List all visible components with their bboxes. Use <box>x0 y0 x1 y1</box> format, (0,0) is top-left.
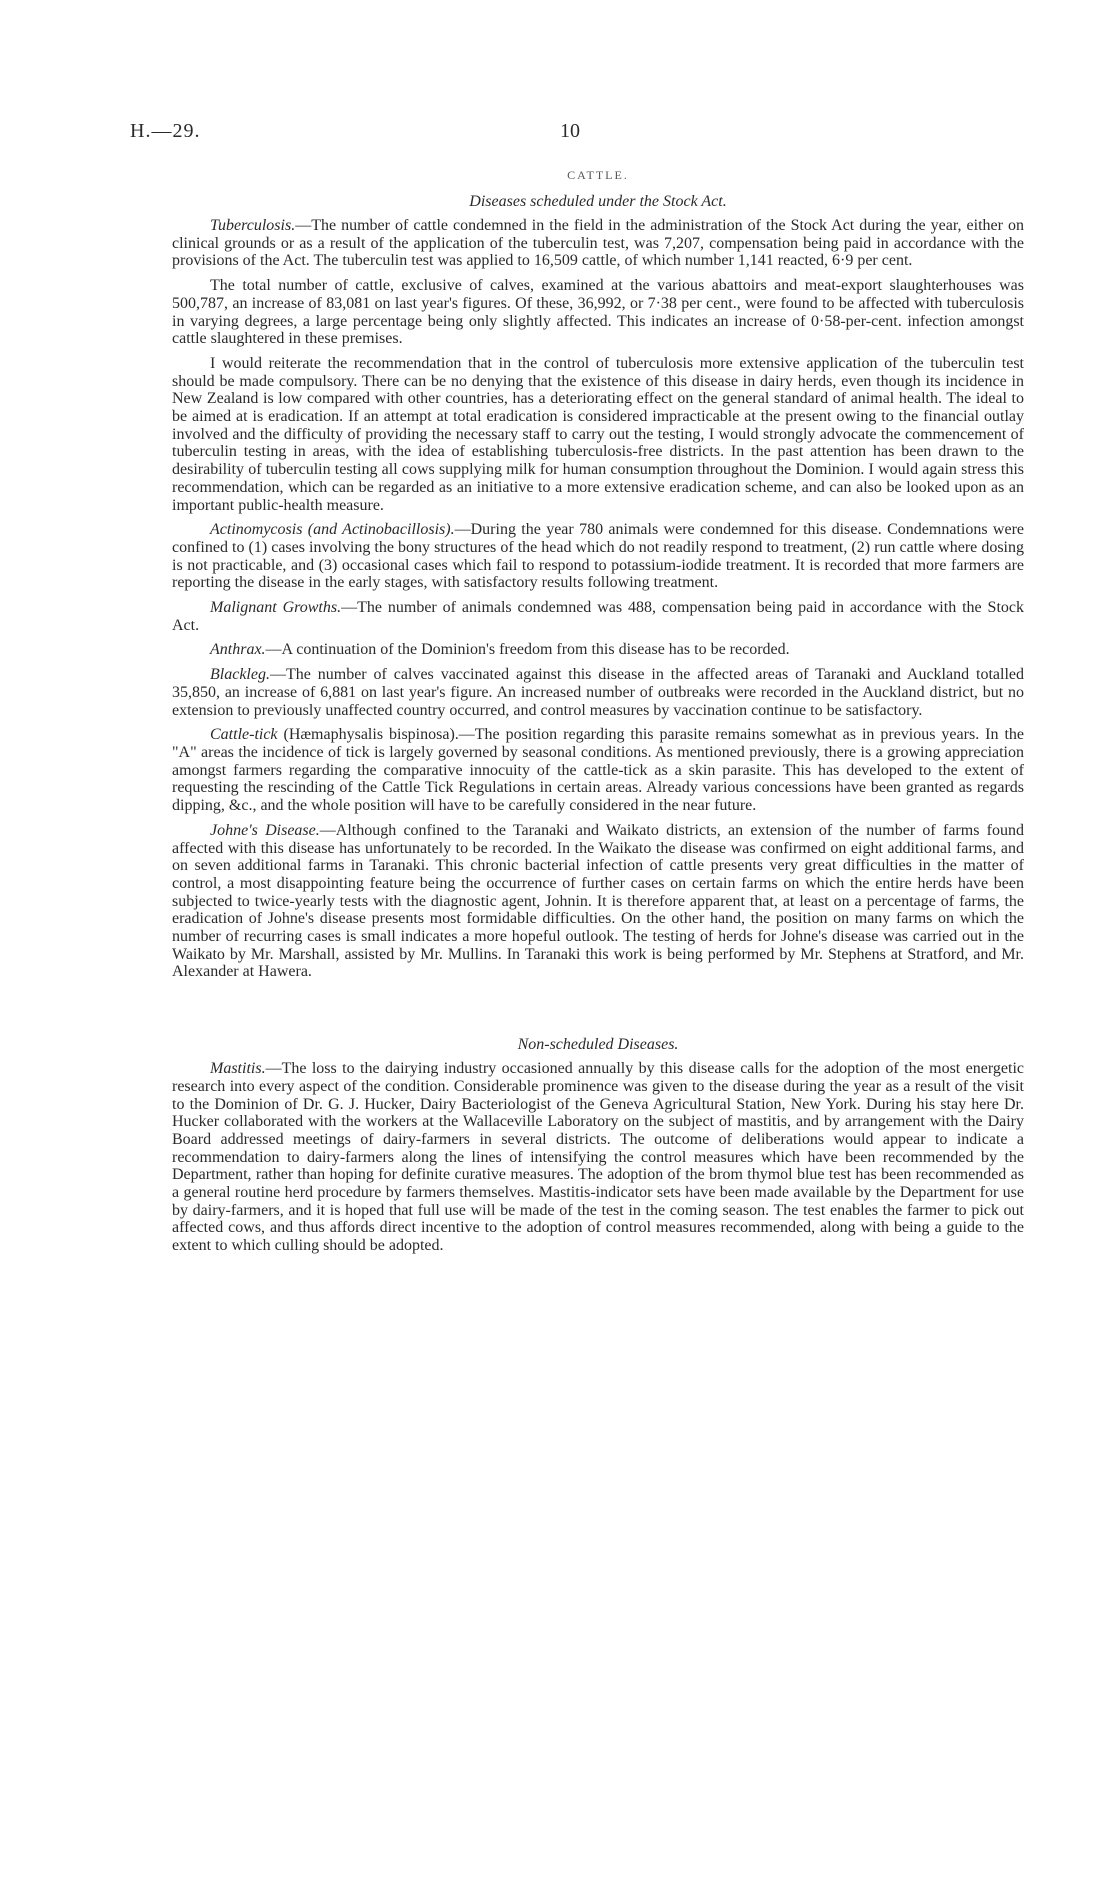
paragraph-recommendation <box>172 355 1024 514</box>
subtitle-nonscheduled: Non-scheduled Diseases. <box>517 1036 679 1054</box>
paragraph-lead: Anthrax. <box>210 641 266 659</box>
paragraph-cattle-tick <box>172 726 1024 815</box>
paragraph-lead: Johne's Disease. <box>210 821 320 839</box>
paragraph-mastitis <box>172 1060 1024 1255</box>
paragraph-text: —The number of cattle condemned in the field in the administration of the Stock Act during the year, either on clinical grounds or as a result of the application of the tuberculin test, was 7,207, compensation being paid in accordance with the provisions of the Act. The tuberculin test was applied to 16,509 cattle, of which number 1,141 reacted, 6·9 per cent. <box>172 217 1024 270</box>
paragraph-johnes-disease <box>172 822 1024 981</box>
paragraph-anthrax <box>172 641 1024 659</box>
section-title: CATTLE. <box>567 168 629 182</box>
paragraph-text: —The loss to the dairying industry occasioned annually by this disease calls for the adoption of the most energetic research into every aspect of the condition. Considerable prominence was given to the disease during the year as a result of the visit to the Dominion of Dr. G. J. Hucker, Dairy Bacteriologist of the Geneva Agricultural Station, New York. During his stay here Dr. Hucker collaborated with the workers at the Wallaceville Laboratory on the subject of mastitis, and by arrangement with the Dairy Board addressed meetings of dairy-farmers in several districts. The outcome of deliberations would appear to indicate a recommendation to dairy-farmers along the lines of intensifying the control measures which have been recommended by the Department, rather than hoping for definite curative measures. The adoption of the brom thymol blue test has been recommended as a general routine herd procedure by farmers themselves. Mastitis-indicator sets have been made available by the Department for use by dairy-farmers, and it is hoped that full use will be made of the test in the coming season. The test enables the farmer to pick out affected cows, and thus affords direct incentive to the adoption of control measures recommended, along with being a guide to the extent to which culling should be adopted. <box>172 1060 1024 1255</box>
section-spacer <box>172 988 1024 1036</box>
paragraph-lead: Blackleg. <box>210 666 270 684</box>
paragraph-text: —The number of animals condemned was 488, compensation being paid in accordance with the Stock Act. <box>172 599 1024 634</box>
paragraph-text: I would reiterate the recommendation that in the control of tuberculosis more extensive application of the tuberculin test should be made compulsory. There can be no denying that the existence of this disease in dairy herds, even though its incidence in New Zealand is low compared with other countries, has a deteriorating effect on the general standard of animal health. The ideal to be aimed at is eradication. If an attempt at total eradication is considered impracticable at the present owing to the financial outlay involved and the difficulty of providing the necessary staff to carry out the testing, I would strongly advocate the commencement of tuberculin testing in areas, with the idea of establishing tuberculosis-free districts. In the past attention has been drawn to the desirability of tuberculin testing all cows supplying milk for human consumption throughout the Dominion. I would again stress this recommendation, which can be regarded as an initiative to a more extensive eradication scheme, and can also be looked upon as an important public-health measure. <box>172 354 1024 514</box>
paragraph-abattoirs <box>172 277 1024 348</box>
paragraph-lead: Actinomycosis (and Actinobacillosis). <box>210 521 455 539</box>
page-number: 10 <box>560 120 580 142</box>
paragraph-text: —Although confined to the Taranaki and Waikato districts, an extension of the number of farms found affected with this disease has unfortunately to be recorded. In the Waikato the disease was confirmed on eight additional farms, and on seven additional farms in Taranaki. This chronic bacterial infection of cattle presents very great difficulties in the matter of control, a most disappointing feature being the occurrence of further cases on certain farms on which the entire herds have been subjected to twice-yearly tests with the diagnostic agent, Johnin. It is therefore apparent that, at least on a percentage of farms, the eradication of Johne's disease presents most formidable difficulties. On the other hand, the position on many farms on which the number of recurring cases is small indicates a more hopeful outlook. The testing of herds for Johne's disease was carried out in the Waikato by Mr. Marshall, assisted by Mr. Mullins. In Taranaki this work is being performed by Mr. Stephens at Stratford, and Mr. Alexander at Hawera. <box>172 821 1024 981</box>
paragraph-lead: Malignant Growths. <box>210 599 342 617</box>
paragraph-blackleg <box>172 666 1024 719</box>
paragraph-text: The total number of cattle, exclusive of calves, examined at the various abattoirs and meat-export slaughterhouses was 500,787, an increase of 83,081 on last year's figures. Of these, 36,992, or 7·38 per cent., were found to be affected with tuberculosis in varying degrees, a large percentage being only slightly affected. This indicates an increase of 0·58-per-cent. infection amongst cattle slaughtered in these premises. <box>172 277 1024 348</box>
paragraph-text: —The number of calves vaccinated against this disease in the affected areas of Taranaki and Auckland totalled 35,850, an increase of 6,881 on last year's figure. An increased number of outbreaks were recorded in the Auckland district, but no extension to previously unaffected country occurred, and control measures by vaccination continue to be satisfactory. <box>172 666 1024 719</box>
page-content <box>172 168 1024 1262</box>
paragraph-lead: Tuberculosis. <box>210 217 296 234</box>
paragraph-text: —During the year 780 animals were condemned for this disease. Condemnations were confined to (1) cases involving the bony structures of the head which do not readily respond to treatment, (2) run cattle where dosing is not practicable, and (3) occasional cases which fail to respond to potassium-iodide treatment. It is recorded that more farmers are reporting the disease in the early stages, with satisfactory results following treatment. <box>172 521 1025 592</box>
paragraph-text: (Hæmaphysalis bispinosa).—The position regarding this parasite remains somewhat as in previous years. In the "A" areas the incidence of tick is largely governed by seasonal conditions. As mentioned previously, there is a growing appreciation amongst farmers regarding the comparative innocuity of the cattle-tick as a skin parasite. This has developed to the extent of requesting the rescinding of the Cattle Tick Regulations in certain areas. Already various concessions have been granted as regards dipping, &c., and the whole position will have to be carefully considered in the near future. <box>172 726 1024 815</box>
paragraph-lead: Cattle-tick <box>210 726 278 744</box>
paragraph-lead: Mastitis. <box>210 1060 266 1078</box>
subtitle-scheduled: Diseases scheduled under the Stock Act. <box>469 193 727 210</box>
paragraph-malignant-growths <box>172 599 1024 634</box>
paragraph-text: —A continuation of the Dominion's freedom from this disease has to be recorded. <box>265 641 790 659</box>
page-reference: H.—29. <box>130 120 201 142</box>
paragraph-actinomycosis <box>172 521 1024 592</box>
paragraph-tuberculosis <box>172 217 1024 270</box>
